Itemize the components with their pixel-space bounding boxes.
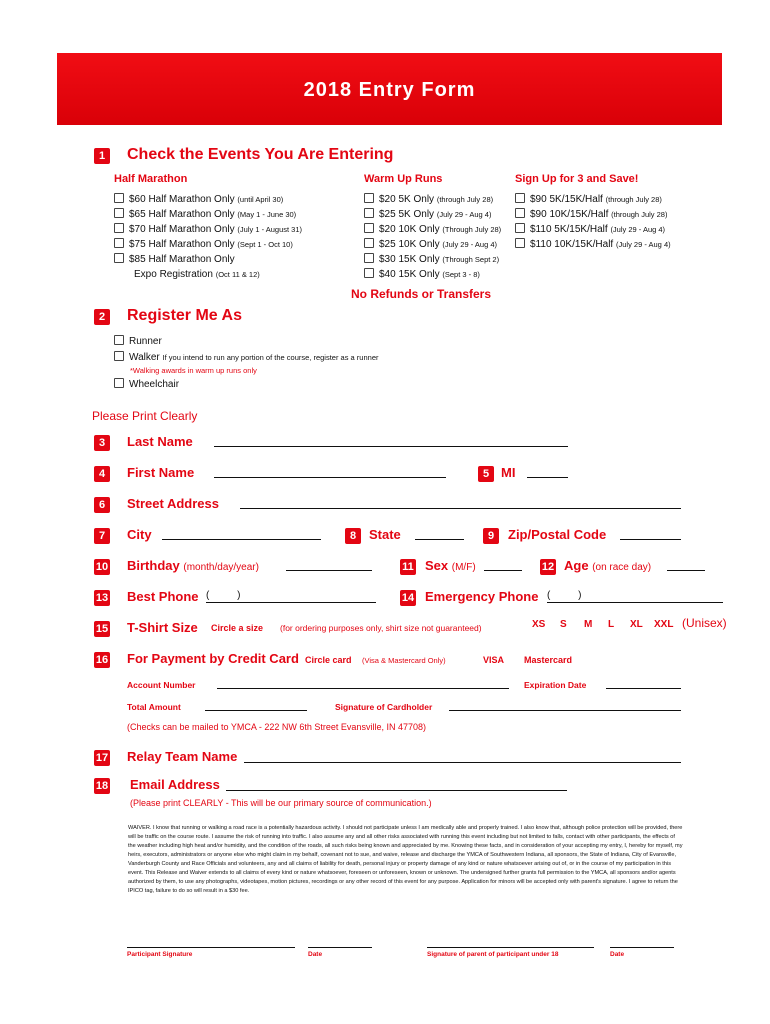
relay-team-input[interactable] [244,762,681,763]
parent-signature-label: Signature of parent of participant under 18 [427,951,559,958]
field-12-badge: 12 [541,561,555,573]
warm-option[interactable]: $20 5K Only (through July 28) [364,192,501,207]
checkbox[interactable] [515,238,525,248]
state-input[interactable] [415,539,464,540]
checks-mailing-note: (Checks can be mailed to YMCA - 222 NW 6th Street Evansville, IN 47708) [127,722,426,732]
no-refunds-notice: No Refunds or Transfers [351,287,492,301]
age-label: Age (on race day) [564,558,652,573]
half-option[interactable]: $70 Half Marathon Only (July 1 - August 31) [114,222,302,237]
field-10-badge: 10 [95,561,109,573]
warm-up-heading: Warm Up Runs [364,173,443,185]
emergency-phone-input[interactable] [547,602,723,603]
warm-option[interactable]: $25 10K Only (July 29 - Aug 4) [364,237,501,252]
checkbox[interactable] [114,193,124,203]
signup-option[interactable]: $90 10K/15K/Half (through July 28) [515,207,671,222]
checkbox[interactable] [364,193,374,203]
tshirt-label: T-Shirt Size [127,620,198,635]
expiration-input[interactable] [606,688,681,689]
field-4-badge: 4 [94,466,110,482]
signup-options [515,192,671,252]
mi-input[interactable] [527,477,568,478]
account-number-label: Account Number [127,680,196,690]
zip-input[interactable] [620,539,681,540]
zip-label: Zip/Postal Code [508,527,607,542]
checkbox[interactable] [515,193,525,203]
last-name-label: Last Name [127,434,193,449]
field-9-badge: 9 [483,528,499,544]
best-phone-input[interactable] [206,602,376,603]
checkbox[interactable] [114,351,124,361]
half-option[interactable]: $85 Half Marathon Only [114,252,302,267]
circle-card-label: Circle card [305,655,352,665]
mi-label: MI [501,465,516,480]
emergency-phone-paren: ( ) [547,590,582,601]
warm-option[interactable]: $20 10K Only (Through July 28) [364,222,501,237]
waiver-text: WAIVER. I know that running or walking a road race is a potentially hazardous activity. I should not participate unless I am medically able and properly trained. I also know that, although police protection will be provided, there will be traffic on the course route. I assume the risk of running into traffic. I also assume any and all other risks associated with running this event including but not limited to falls, contact with other participants, the effects of the weather including high heat and/or humidity, and the condition of the roads, all such risks being known and appreciated by me. Knowing these facts, and in consideration of your accepting my entry, I, hereby for myself, my heirs, executors, administrators or anyone else who might claim in my behalf, covenant not to sue, and waive, release and discharge the YMCA of Southwestern Indiana, all sponsors, the State of Indiana, City of Evansville, Vanderburgh County and Race Officials and volunteers, any and all claims of liability for death, personal injury or property damage of any kind or nature whatsoever arising out of, or in the course of my participation in this event. This Release and Waiver extends to all claims of every kind or nature whatsoever, foreseen or unforeseen, known or unknown. The undersigned further grants full permission to the YMCA, all sponsors and/or agents authorized by them, to use any photographs, videotapes, motion pictures, recordings or any other record of this event for any purpose. Application for minors will be accepted only with parent's signature. I agree to return the IPICO tag, failure to do so will result in a $30 fee. [128,825,683,894]
first-name-label: First Name [127,465,195,480]
signup-option[interactable]: $90 5K/15K/Half (through July 28) [515,192,671,207]
checkbox[interactable] [114,378,124,388]
first-name-input[interactable] [214,477,446,478]
expiration-label: Expiration Date [524,680,587,690]
unisex-note: (Unisex) [682,616,727,630]
half-option[interactable]: $60 Half Marathon Only (until April 30) [114,192,302,207]
field-3-badge: 3 [94,435,110,451]
warm-option[interactable]: $40 15K Only (Sept 3 - 8) [364,267,501,282]
section-1-title: Check the Events You Are Entering [127,146,394,163]
email-note: (Please print CLEARLY - This will be our primary source of communication.) [130,798,432,808]
wheelchair-option[interactable]: Wheelchair [114,377,179,392]
mastercard-option[interactable]: Mastercard [524,655,573,665]
checkbox[interactable] [364,208,374,218]
size-option[interactable]: M [584,619,593,630]
size-option[interactable]: XXL [654,619,674,630]
size-option[interactable]: XS [532,619,546,630]
walker-option[interactable]: Walker If you intend to run any portion of the course, register as a runner [114,350,379,365]
card-note: (Visa & Mastercard Only) [362,656,446,665]
date-input-1[interactable] [308,947,372,948]
size-option[interactable]: L [608,619,615,630]
half-marathon-heading: Half Marathon [114,173,188,185]
best-phone-paren: ( ) [206,590,241,601]
checkbox[interactable] [114,208,124,218]
checkbox[interactable] [364,268,374,278]
email-label: Email Address [130,777,220,792]
birthday-label: Birthday (month/day/year) [127,558,259,573]
field-13-badge: 13 [95,592,109,604]
total-amount-input[interactable] [205,710,307,711]
field-7-badge: 7 [94,528,110,544]
checkbox[interactable] [364,223,374,233]
section-2-badge: 2 [94,309,110,325]
field-16-badge: 16 [95,654,109,666]
signature-cardholder-label: Signature of Cardholder [335,702,433,712]
birthday-input[interactable] [286,570,372,571]
street-address-input[interactable] [240,508,681,509]
size-option[interactable]: S [560,619,567,630]
visa-option[interactable]: VISA [483,655,505,665]
emergency-phone-label: Emergency Phone [425,589,539,604]
warm-option[interactable]: $25 5K Only (July 29 - Aug 4) [364,207,501,222]
payment-label: For Payment by Credit Card [127,651,299,666]
tshirt-note: (for ordering purposes only, shirt size not guaranteed) [280,623,482,633]
half-option[interactable]: $65 Half Marathon Only (May 1 - June 30) [114,207,302,222]
field-14-badge: 14 [401,592,415,604]
relay-team-label: Relay Team Name [127,749,238,764]
checkbox[interactable] [515,208,525,218]
half-option[interactable]: $75 Half Marathon Only (Sept 1 - Oct 10) [114,237,302,252]
section-2-title: Register Me As [127,307,242,324]
checkbox[interactable] [114,335,124,345]
walking-awards-note: *Walking awards in warm up runs only [130,366,257,375]
warm-option[interactable]: $30 15K Only (Through Sept 2) [364,252,501,267]
signup-option[interactable]: $110 10K/15K/Half (July 29 - Aug 4) [515,237,671,252]
email-input[interactable] [226,790,567,791]
section-1-badge: 1 [94,148,110,164]
signature-cardholder-input[interactable] [449,710,681,711]
signup-heading: Sign Up for 3 and Save! [515,173,639,185]
last-name-input[interactable] [214,446,568,447]
participant-signature-label: Participant Signature [127,951,193,958]
sex-input[interactable] [484,570,522,571]
field-6-badge: 6 [94,497,110,513]
print-clearly-note: Please Print Clearly [92,409,198,423]
parent-signature-input[interactable] [427,947,594,948]
size-option[interactable]: XL [630,619,643,630]
field-18-badge: 18 [95,780,109,792]
signup-option[interactable]: $110 5K/15K/Half (July 29 - Aug 4) [515,222,671,237]
best-phone-label: Best Phone [127,589,199,604]
age-input[interactable] [667,570,705,571]
runner-option[interactable]: Runner [114,334,162,349]
city-label: City [127,527,152,542]
circle-size-label: Circle a size [211,623,264,633]
checkbox[interactable] [114,238,124,248]
participant-signature-input[interactable] [127,947,295,948]
field-5-badge: 5 [478,466,494,482]
city-input[interactable] [162,539,321,540]
tshirt-size-options [532,616,727,630]
field-17-badge: 17 [95,752,109,764]
account-number-input[interactable] [217,688,509,689]
checkbox[interactable] [364,238,374,248]
total-amount-label: Total Amount [127,702,181,712]
expo-registration: Expo Registration (Oct 11 & 12) [134,269,260,280]
state-label: State [369,527,401,542]
sex-label: Sex (M/F) [425,558,476,573]
checkbox[interactable] [114,223,124,233]
checkbox[interactable] [114,253,124,263]
form-title: 2018 Entry Form [303,79,476,101]
field-15-badge: 15 [95,623,109,635]
field-11-badge: 11 [400,559,416,575]
warm-up-options [364,192,501,282]
date-label-1: Date [308,951,323,958]
checkbox[interactable] [515,223,525,233]
field-8-badge: 8 [345,528,361,544]
date-label-2: Date [610,951,625,958]
checkbox[interactable] [364,253,374,263]
date-input-2[interactable] [610,947,674,948]
street-address-label: Street Address [127,496,219,511]
half-marathon-options [114,192,302,282]
